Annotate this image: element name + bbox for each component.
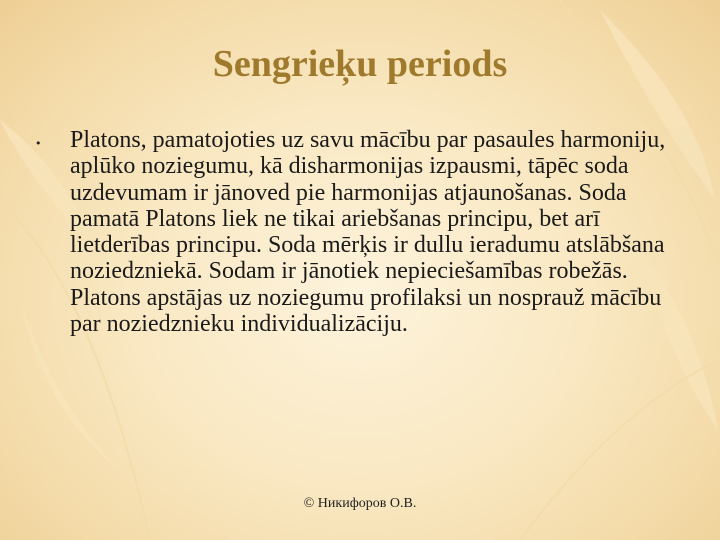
bullet-item <box>35 127 685 337</box>
bullet-dot-icon: • <box>35 137 42 150</box>
slide-title: Sengrieķu periods <box>212 43 508 85</box>
footer-copyright: © Никифоров О.В. <box>303 496 417 511</box>
bullet-list <box>35 127 685 337</box>
bullet-text: Platons, pamatojoties uz savu mācību par pasaules harmoniju, aplūko noziegumu, kā disharmonijas izpausmi, tāpēc soda uzdevumam ir jānoved pie harmonijas atjaunošanas. Soda pamatā Platons liek ne tikai ariebšanas principu, bet arī lietderības principu. Soda mērķis ir dullu ieradumu atslābšana noziedzniekā. Sodam ir jānotiek nepieciešamības robežās. Platons apstājas uz noziegumu profilaksi un nosprauž mācību par noziedznieku individualizāciju. <box>70 127 666 338</box>
